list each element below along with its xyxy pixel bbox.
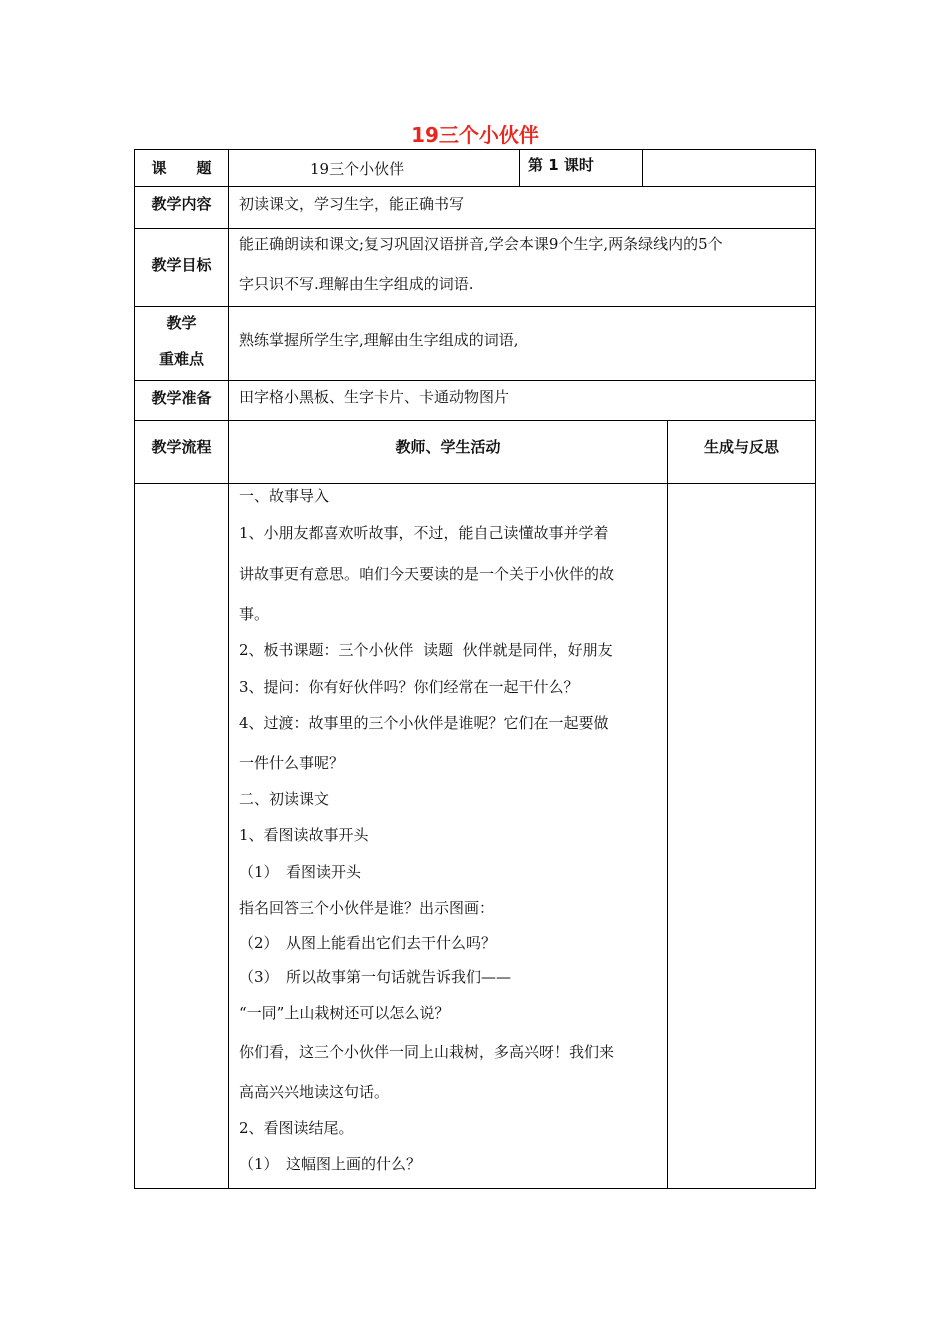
- activity-line: （1） 这幅图上画的什么？: [239, 1155, 422, 1173]
- difficulty-label: 重难点: [158, 350, 204, 368]
- document-title: 19三个小伙伴: [411, 123, 539, 147]
- goals-label: 教学目标: [151, 256, 212, 274]
- activity-line: 1、小朋友都喜欢听故事，不过，能自己读懂故事并学着: [239, 524, 609, 542]
- activity-line: 你们看，这三个小伙伴一同上山栽树，多高兴呀！我们来: [239, 1043, 615, 1061]
- table-rule: [134, 1188, 816, 1189]
- activity-line: 3、提问：你有好伙伴吗？你们经常在一起干什么？: [239, 678, 579, 696]
- table-rule: [667, 420, 668, 1189]
- table-rule: [134, 380, 816, 381]
- table-rule: [134, 306, 816, 307]
- activity-line: 2、看图读结尾。: [239, 1119, 354, 1137]
- flow-col-header: 教学流程: [151, 438, 212, 456]
- activity-line: 二、初读课文: [239, 790, 330, 808]
- table-rule: [134, 186, 816, 187]
- content-label: 教学内容: [151, 195, 212, 213]
- activity-line: （3） 所以故事第一句话就告诉我们——: [239, 968, 512, 986]
- table-rule: [134, 149, 135, 1189]
- goals-text-line: 能正确朗读和课文;复习巩固汉语拼音,学会本课9个生字,两条绿线内的5个: [239, 235, 723, 253]
- table-rule: [134, 149, 816, 150]
- activity-line: 1、看图读故事开头: [239, 826, 369, 844]
- activity-line: 事。: [239, 605, 270, 623]
- activity-line: （1） 看图读开头: [239, 863, 362, 881]
- activity-line: 讲故事更有意思。咱们今天要读的是一个关于小伙伴的故: [239, 565, 615, 583]
- activity-line: 4、过渡：故事里的三个小伙伴是谁呢？它们在一起要做: [239, 714, 609, 732]
- difficulty-label: 教学: [166, 314, 197, 332]
- topic-value: 19三个小伙伴: [310, 160, 405, 178]
- table-rule: [134, 228, 816, 229]
- table-rule: [815, 149, 816, 1189]
- preparation-text: 田字格小黑板、生字卡片、卡通动物图片: [239, 388, 510, 406]
- topic-label: 课 题: [151, 159, 212, 177]
- activity-line: 一、故事导入: [239, 487, 330, 505]
- preparation-label: 教学准备: [151, 389, 212, 407]
- table-rule: [519, 149, 520, 187]
- activities-col-header: 教师、学生活动: [395, 438, 501, 456]
- activity-line: “一同”上山栽树还可以怎么说？: [239, 1004, 450, 1022]
- goals-text-line: 字只识不写.理解由生字组成的词语.: [239, 275, 474, 293]
- table-rule: [228, 149, 229, 1189]
- table-rule: [134, 420, 816, 421]
- reflection-col-header: 生成与反思: [703, 438, 779, 456]
- table-rule: [642, 149, 643, 187]
- activity-line: 指名回答三个小伙伴是谁？出示图画：: [239, 899, 495, 917]
- activity-line: （2） 从图上能看出它们去干什么吗？: [239, 934, 497, 952]
- activity-line: 高高兴兴地读这句话。: [239, 1083, 390, 1101]
- content-text: 初读课文，学习生字，能正确书写: [239, 195, 465, 213]
- table-rule: [134, 483, 816, 484]
- difficulty-text: 熟练掌握所学生字,理解由生字组成的词语,: [239, 331, 519, 349]
- lesson-number: 第 1 课时: [528, 156, 594, 174]
- activity-line: 一件什么事呢？: [239, 754, 345, 772]
- activity-line: 2、板书课题：三个小伙伴 读题 伙伴就是同伴，好朋友: [239, 641, 613, 659]
